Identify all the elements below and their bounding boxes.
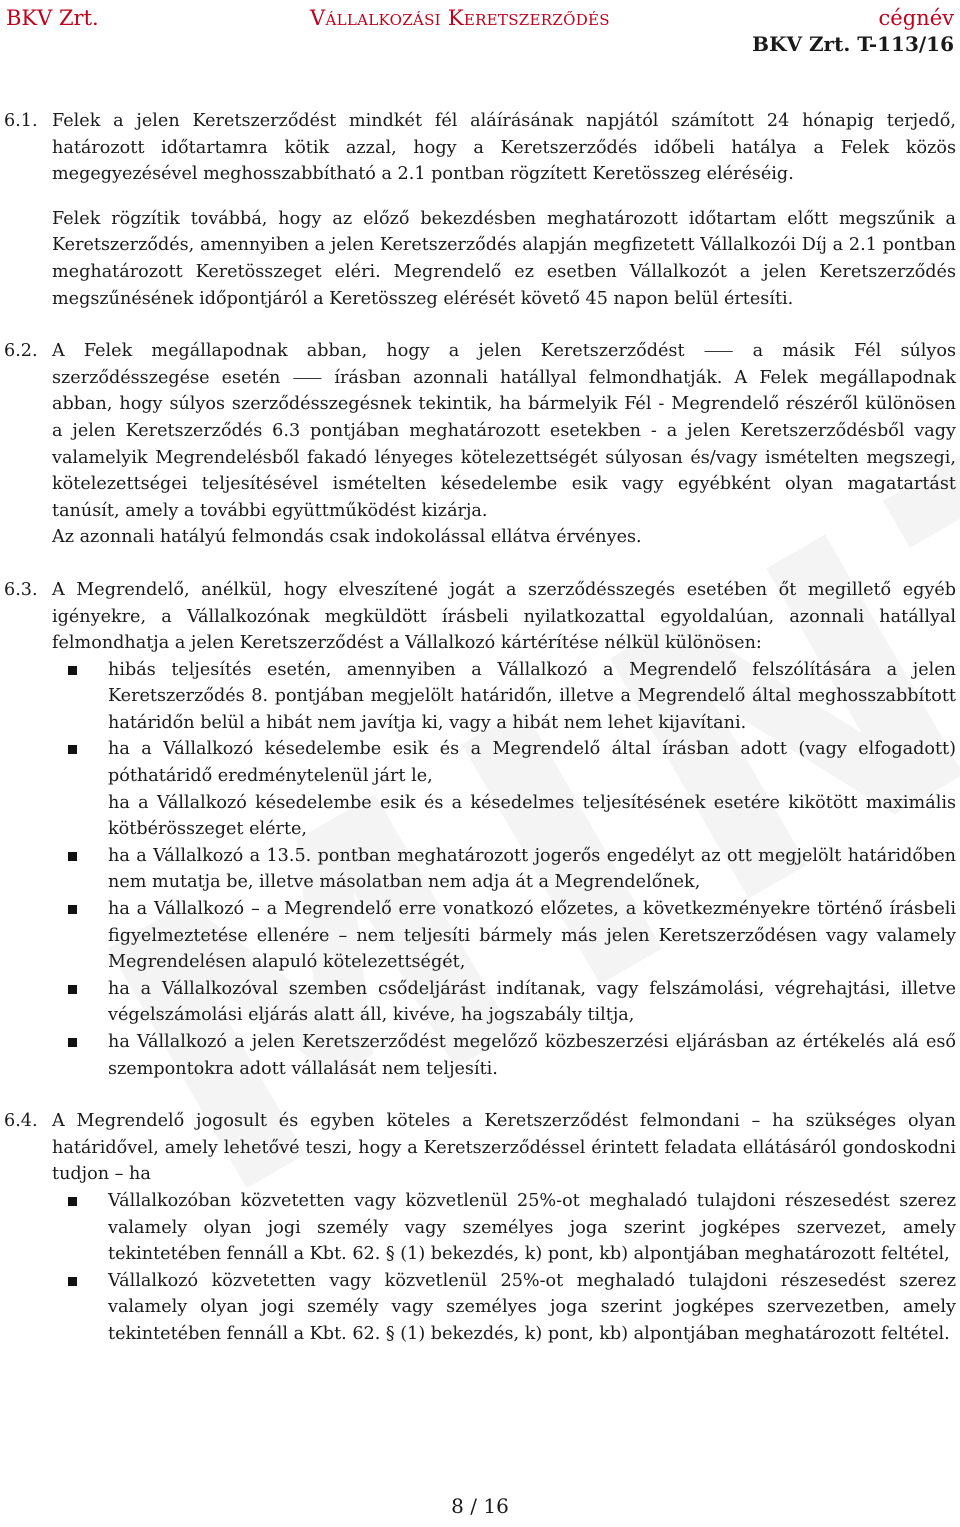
header-title: Vállalkozási Keretszerződés xyxy=(310,6,610,30)
section-6-3 xyxy=(0,577,960,657)
header-doc-number: BKV Zrt. T-113/16 xyxy=(752,32,954,56)
list-item: hibás teljesítés esetén, amennyiben a Vállalkozó a Megrendelő felszólítására a jelen Keretszerződés 8. pontjában megjelölt határidőn, illetve a Megrendelő által meghosszabbított határidőn belül a hibát nem javítja ki, vagy a hibát nem lehet kijavítani. xyxy=(108,657,956,737)
list-item: ha a Vállalkozó – a Megrendelő erre vonatkozó előzetes, a következményekre történő írásbeli figyelmeztetése ellenére – nem teljesíti bármely más jelen Keretszerződésen vagy valamely Megrendelésen alapuló kötelezettségét, xyxy=(108,896,956,976)
section-6-1 xyxy=(0,108,960,188)
paragraph: A Megrendelő jogosult és egyben köteles a Keretszerződést felmondani – ha szükséges olyan határidővel, amely lehetővé teszi, hogy a Keretszerződéssel érintett feladata ellátásáról gondoskodni tudjon – ha xyxy=(52,1111,956,1185)
section-number: 6.3. xyxy=(4,579,38,600)
paragraph: Felek rögzítik továbbá, hogy az előző bekezdésben meghatározott időtartam előtt megszűnik a Keretszerződés, amennyiben a jelen Keretszerződés alapján megfizetett Vállalkozói Díj a 2.1 pontban meghatározott Keretösszeget eléri. Megrendelő ez esetben Vállalkozót a jelen Keretszerződés megszűnésének időpontjáról a Keretösszeg elérését követő 45 napon belül értesíti. xyxy=(52,208,956,309)
list-item: Vállalkozóban közvetetten vagy közvetlenül 25%-ot meghaladó tulajdoni részesedést szerez valamely olyan jogi személy vagy személyes joga szerint jogképes szervezet, amely tekintetében fennáll a Kbt. 62. § (1) bekezdés, k) pont, kb) alpontjában meghatározott feltétel, xyxy=(108,1188,956,1268)
paragraph: Felek a jelen Keretszerződést mindkét fél aláírásának napjától számított 24 hónapig terjedő, határozott időtartamra kötik azzal, hogy a Keretszerződés időbeli hatálya a Felek közös megegyezésével meghosszabbítható a 2.1 pontban rögzített Keretösszeg eléréséig. xyxy=(52,111,956,185)
section-number: 6.4. xyxy=(4,1111,38,1132)
list-item-text: ha a Vállalkozó késedelembe esik és a Megrendelő által írásban adott (vagy elfogadott) póthatáridő eredménytelenül járt le, xyxy=(108,739,956,787)
header-cegnev: cégnév xyxy=(878,6,954,30)
paragraph: Az azonnali hatályú felmondás csak indokolással ellátva érvényes. xyxy=(52,527,642,548)
section-number: 6.1. xyxy=(4,111,38,131)
paragraph: A Megrendelő, anélkül, hogy elveszítené jogát a szerződésszegés esetében őt megillető egyéb igényekre, a Vállalkozónak megküldött írásbeli nyilatkozattal egyoldalúan, azonnali hatállyal felmondhatja a jelen Keretszerződést a Vállalkozó kártérítése nélkül különösen: xyxy=(52,579,956,654)
termination-list xyxy=(0,657,960,1083)
page-header xyxy=(0,6,960,66)
page-number: 8 / 16 xyxy=(451,1494,509,1518)
list-item-continuation: ha a Vállalkozó késedelembe esik és a késedelmes teljesítésének esetére kikötött maximális kötbérösszeget elérte, xyxy=(108,792,956,840)
list-item: Vállalkozó közvetetten vagy közvetlenül 25%-ot meghaladó tulajdoni részesedést szerez valamely olyan jogi személy vagy személyes joga szerint jogképes szervezetben, amely tekintetében fennáll a Kbt. 62. § (1) bekezdés, k) pont, kb) alpontjában meghatározott feltétel. xyxy=(108,1268,956,1348)
list-item: ha Vállalkozó a jelen Keretszerződést megelőző közbeszerzési eljárásban az értékelés alá eső szempontokra adott vállalását nem teljesíti. xyxy=(108,1029,956,1082)
document-body xyxy=(0,108,960,1348)
list-item: ha a Vállalkozóval szemben csődeljárást indítanak, vagy felszámolási, végrehajtási, illetve végelszámolási eljárás alatt áll, kivéve, ha jogszabály tiltja, xyxy=(108,976,956,1029)
section-number: 6.2. xyxy=(4,341,38,362)
list-item xyxy=(108,736,956,842)
mandatory-termination-list xyxy=(0,1188,960,1348)
section-6-4 xyxy=(0,1108,960,1188)
header-company: BKV Zrt. xyxy=(6,6,99,30)
section-6-2 xyxy=(0,338,960,524)
paragraph: A Felek megállapodnak abban, hogy a jelen Keretszerződést ⸺ a másik Fél súlyos szerződésszegése esetén ⸺ írásban azonnali hatállyal felmondhatják. A Felek megállapodnak abban, hogy súlyos szerződésszegésnek tekintik, ha bármelyik Fél - Megrendelő részéről különösen a jelen Keretszerződés 6.3 pontjában meghatározott esetekben - a jelen Keretszerződésből vagy valamelyik Megrendelésből fakadó lényeges kötelezettségét súlyosan és/vagy ismételten megszegi, kötelezettségei teljesítésével ismételten késedelembe esik vagy egyébként olyan magatartást tanúsít, amely a további együttműködést kizárja. xyxy=(52,341,956,521)
list-item: ha a Vállalkozó a 13.5. pontban meghatározott jogerős engedélyt az ott megjelölt határidőben nem mutatja be, illetve másolatban nem adja át a Megrendelőnek, xyxy=(108,843,956,896)
